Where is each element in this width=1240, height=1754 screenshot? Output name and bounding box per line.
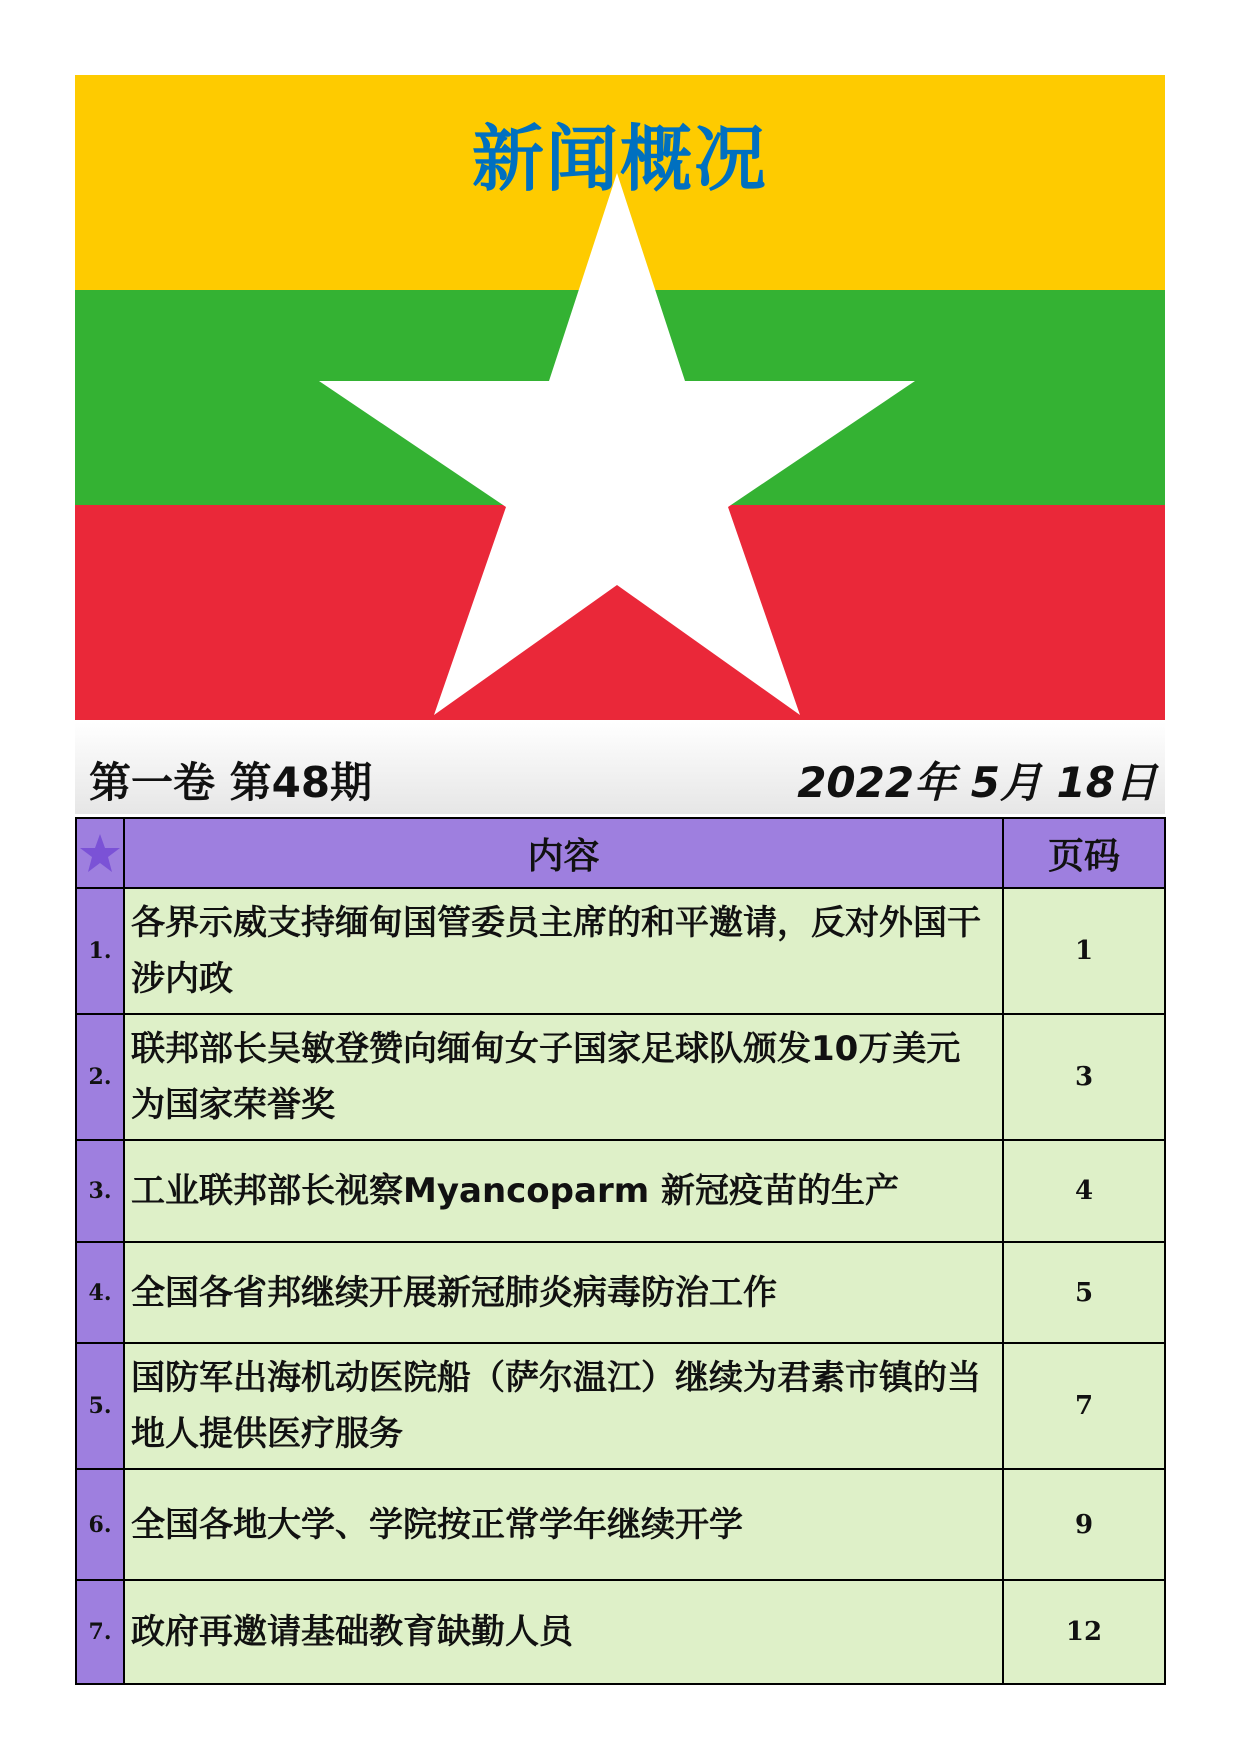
table-row	[76, 1469, 1165, 1580]
myanmar-flag	[75, 75, 1165, 720]
contents-header-row	[76, 818, 1165, 888]
item-page: 9	[1003, 1469, 1165, 1580]
item-number: 5.	[76, 1343, 124, 1469]
item-title: 全国各省邦继续开展新冠肺炎病毒防治工作	[124, 1242, 1003, 1343]
item-page: 7	[1003, 1343, 1165, 1469]
item-title: 全国各地大学、学院按正常学年继续开学	[124, 1469, 1003, 1580]
table-row	[76, 888, 1165, 1014]
table-row	[76, 1014, 1165, 1140]
item-number: 7.	[76, 1580, 124, 1684]
item-title: 各界示威支持缅甸国管委员主席的和平邀请，反对外国干涉内政	[124, 888, 1003, 1014]
item-title: 工业联邦部长视察Myancoparm 新冠疫苗的生产	[124, 1140, 1003, 1242]
item-page: 3	[1003, 1014, 1165, 1140]
item-number: 1.	[76, 888, 124, 1014]
item-title: 政府再邀请基础教育缺勤人员	[124, 1580, 1003, 1684]
item-page: 12	[1003, 1580, 1165, 1684]
issue-volume: 第一卷 第48期	[89, 758, 373, 807]
page-title: 新闻概况	[471, 117, 768, 201]
table-row	[76, 1343, 1165, 1469]
item-number: 3.	[76, 1140, 124, 1242]
header-icon-cell	[76, 818, 124, 888]
item-title: 联邦部长吴敏登赞向缅甸女子国家足球队颁发10万美元为国家荣誉奖	[124, 1014, 1003, 1140]
item-page: 5	[1003, 1242, 1165, 1343]
contents-table	[75, 817, 1166, 1685]
table-row	[76, 1242, 1165, 1343]
header-content: 内容	[124, 818, 1003, 888]
table-row	[76, 1580, 1165, 1684]
issue-bar	[75, 722, 1165, 814]
item-number: 4.	[76, 1242, 124, 1343]
table-row	[76, 1140, 1165, 1242]
header-page: 页码	[1003, 818, 1165, 888]
star-icon	[79, 832, 121, 874]
item-number: 6.	[76, 1469, 124, 1580]
item-title: 国防军出海机动医院船（萨尔温江）继续为君素市镇的当地人提供医疗服务	[124, 1343, 1003, 1469]
item-page: 1	[1003, 888, 1165, 1014]
issue-date: 2022年 5月 18日	[797, 758, 1157, 807]
item-page: 4	[1003, 1140, 1165, 1242]
item-number: 2.	[76, 1014, 124, 1140]
